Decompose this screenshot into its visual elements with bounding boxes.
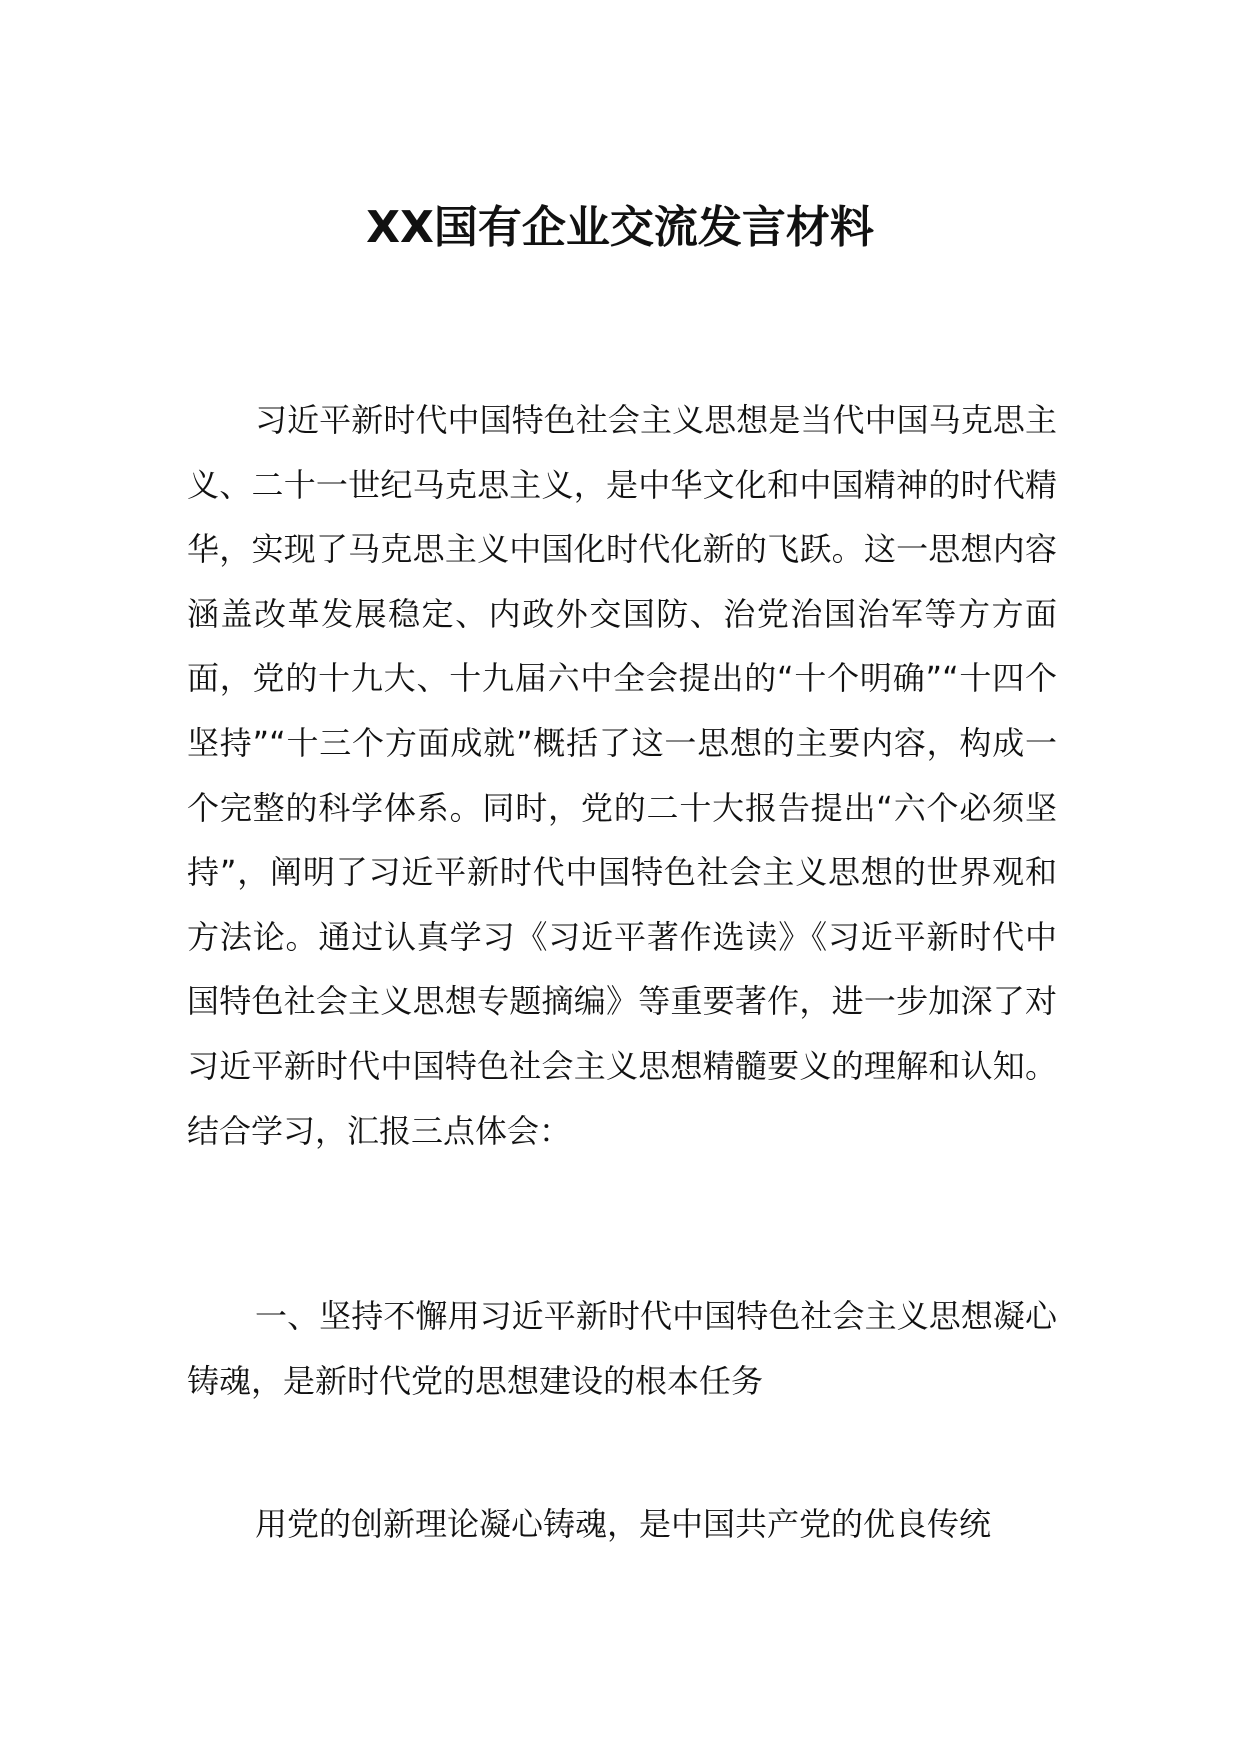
section-paragraph: 用党的创新理论凝心铸魂，是中国共产党的优良传统 bbox=[255, 1505, 992, 1543]
section-heading-1: 一、坚持不懈用习近平新时代中国特色社会主义思想凝心铸魂，是新时代党的思想建设的根本任务 bbox=[187, 1297, 1057, 1400]
intro-paragraph: 习近平新时代中国特色社会主义思想是当代中国马克思主义、二十一世纪马克思主义，是中华文化和中国精神的时代精华，实现了马克思主义中国化时代化新的飞跃。这一思想内容涵盖改革发展稳定、内政外交国防、治党治国治军等方方面面，党的十九大、十九届六中全会提出的“十个明确”“十四个坚持”“十三个方面成就”概括了这一思想的主要内容，构成一个完整的科学体系。同时，党的二十大报告提出“六个必须坚持”，阐明了习近平新时代中国特色社会主义思想的世界观和方法论。通过认真学习《习近平著作选读》《习近平新时代中国特色社会主义思想专题摘编》等重要著作，进一步加深了对习近平新时代中国特色社会主义思想精髓要义的理解和认知。结合学习，汇报三点体会： bbox=[187, 401, 1057, 1150]
document-title: XX国有企业交流发言材料 bbox=[366, 202, 874, 253]
